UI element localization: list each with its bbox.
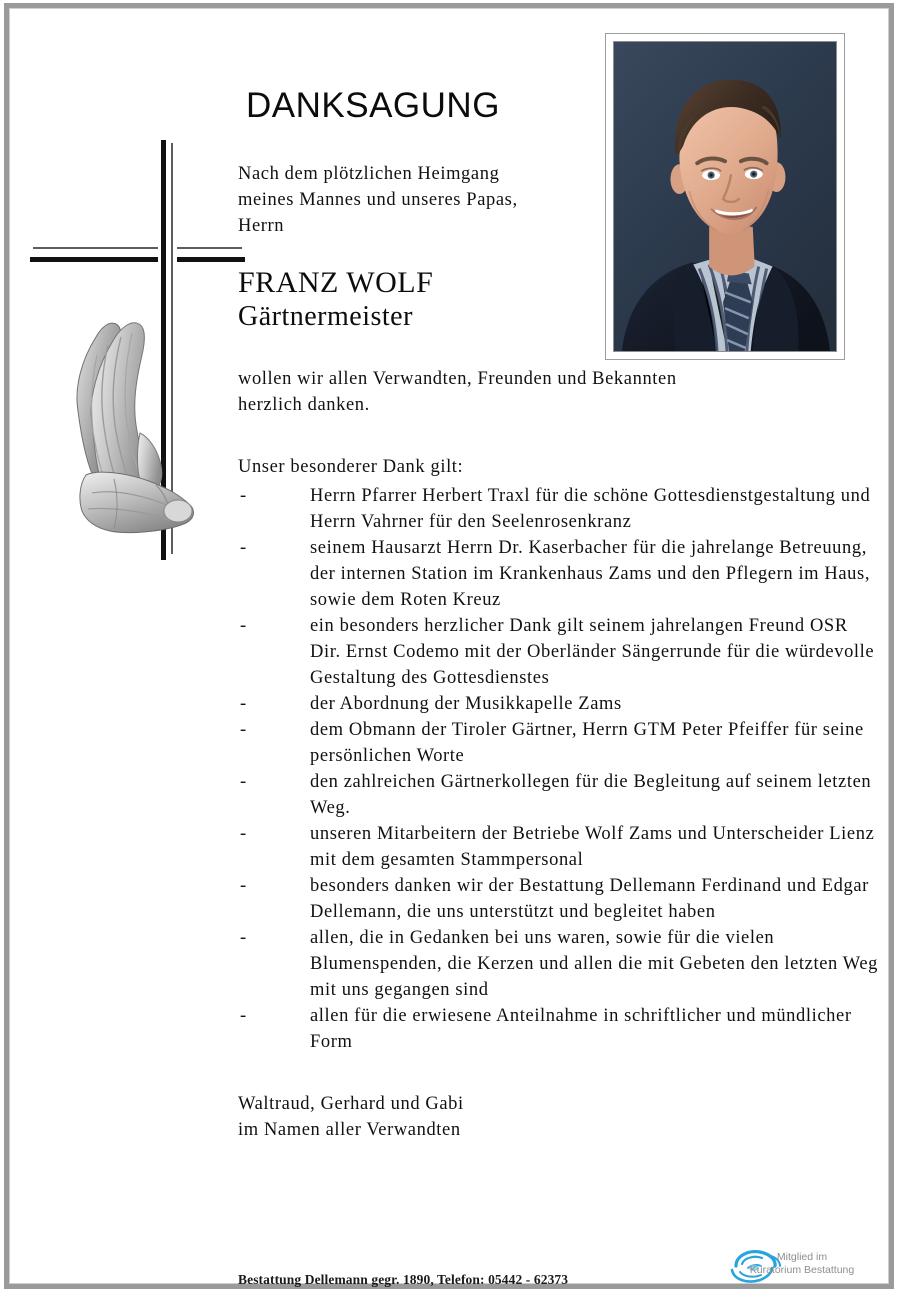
list-item — [238, 613, 878, 691]
list-item-text: Herrn Pfarrer Herbert Traxl für die schöne Gottesdienstgestaltung und Herrn Vahrner für den Seelenrosenkranz — [310, 486, 871, 532]
spacer — [238, 418, 878, 454]
list-bullet: - — [240, 616, 247, 636]
signature-block — [238, 1091, 878, 1143]
thanks-intro-paragraph — [238, 366, 878, 418]
list-bullet: - — [240, 694, 247, 714]
list-bullet: - — [240, 876, 247, 896]
list-item-text: allen, die in Gedanken bei uns waren, sowie für die vielen Blumenspenden, die Kerzen und allen die mit Gebeten den letzten Weg mit uns gegangen sind — [310, 928, 879, 1000]
intro-line-2: meines Mannes und unseres Papas, — [238, 190, 518, 210]
signature-relation: im Namen aller Verwandten — [238, 1120, 461, 1140]
list-item-text: besonders danken wir der Bestattung Dellemann Ferdinand und Edgar Dellemann, die uns unterstützt und begleitet haben — [310, 876, 869, 922]
list-item — [238, 535, 878, 613]
page-title: DANKSAGUNG — [246, 86, 500, 125]
list-bullet: - — [240, 928, 247, 948]
cross-intersection-vertical-thick — [161, 244, 166, 265]
intro-paragraph — [238, 161, 598, 239]
deceased-profession: Gärtnermeister — [238, 301, 413, 332]
cross-horizontal-thick-stroke — [30, 257, 245, 262]
list-item — [238, 691, 878, 717]
list-item — [238, 1003, 878, 1055]
footer-imprint: Bestattung Dellemann gegr. 1890, Telefon: 05442 - 62373 — [238, 1272, 569, 1287]
list-item-text: unseren Mitarbeitern der Betriebe Wolf Zams und Unterscheider Lienz mit dem gesamten Stammpersonal — [310, 824, 875, 870]
list-item-text: ein besonders herzlicher Dank gilt seinem jahrelangen Freund OSR Dir. Ernst Codemo mit der Oberländer Sängerrunde für die würdevolle Gestaltung des Gottesdienstes — [310, 616, 875, 688]
list-item-text: allen für die erwiesene Anteilnahme in schriftlicher und mündlicher Form — [310, 1006, 852, 1052]
cross-intersection-vertical-thin — [171, 244, 173, 265]
thanks-list-heading: Unser besonderer Dank gilt: — [238, 457, 464, 477]
thanks-list — [238, 483, 878, 1055]
list-bullet: - — [240, 538, 247, 558]
list-item — [238, 873, 878, 925]
logo-line-1: Mitglied im — [776, 1251, 828, 1263]
cross-horizontal-thin-stroke — [33, 247, 242, 249]
deceased-name: FRANZ WOLF — [238, 266, 434, 299]
list-bullet: - — [240, 720, 247, 740]
list-item — [238, 821, 878, 873]
intro-line-3: Herrn — [238, 216, 285, 236]
thanks-intro-line-2: herzlich danken. — [238, 395, 370, 415]
deceased-name-block — [238, 265, 878, 334]
list-item — [238, 483, 878, 535]
intro-line-1: Nach dem plötzlichen Heimgang — [238, 164, 500, 184]
list-item-text: seinem Hausarzt Herrn Dr. Kaserbacher für die jahrelange Betreuung, der internen Station im Krankenhaus Zams und den Pflegern im Haus, sowie dem Roten Kreuz — [310, 538, 871, 610]
list-item-text: dem Obmann der Tiroler Gärtner, Herrn GTM Peter Pfeiffer für seine persönlichen Worte — [310, 720, 864, 766]
kuratorium-bestattung-logo — [728, 1244, 864, 1286]
list-item-text: den zahlreichen Gärtnerkollegen für die Begleitung auf seinem letzten Weg. — [310, 772, 872, 818]
signature-names: Waltraud, Gerhard und Gabi — [238, 1094, 464, 1114]
card-text-content — [238, 88, 878, 1143]
list-bullet: - — [240, 824, 247, 844]
list-item — [238, 925, 878, 1003]
list-bullet: - — [240, 1006, 247, 1026]
list-bullet: - — [240, 772, 247, 792]
logo-line-2: Kuratorium Bestattung — [749, 1264, 855, 1276]
thanks-intro-line-1: wollen wir allen Verwandten, Freunden und Bekannten — [238, 369, 677, 389]
list-bullet: - — [240, 486, 247, 506]
praying-hands-icon — [52, 315, 202, 543]
list-item — [238, 717, 878, 769]
list-item — [238, 769, 878, 821]
list-item-text: der Abordnung der Musikkapelle Zams — [310, 694, 622, 714]
